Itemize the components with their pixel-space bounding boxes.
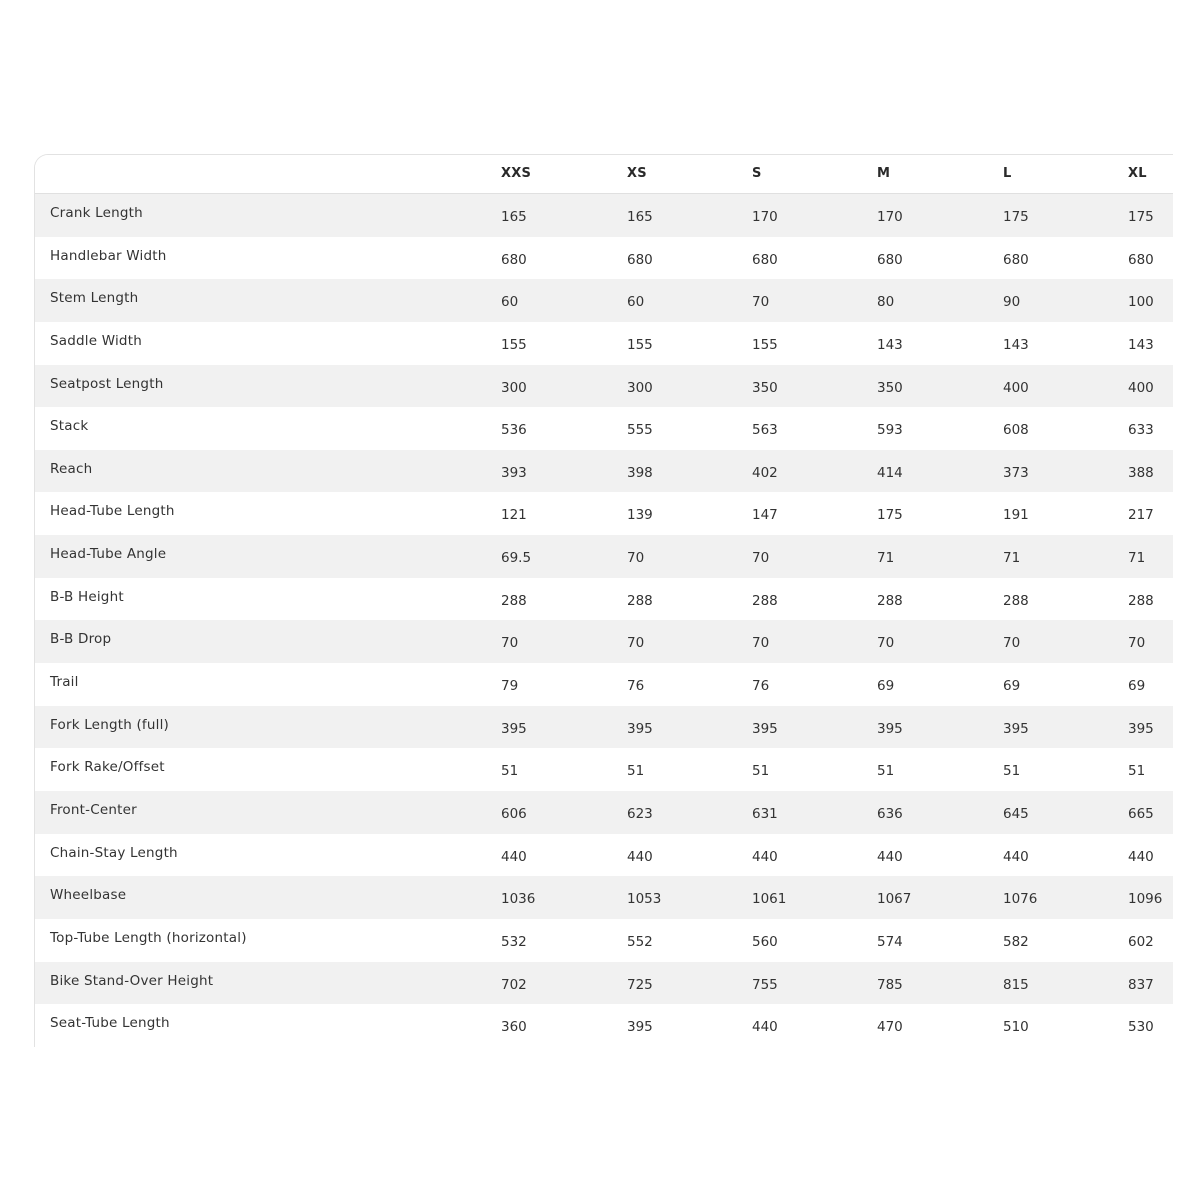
table-row	[35, 535, 1173, 578]
table-cell: 680	[1003, 251, 1029, 268]
size-header-s: S	[752, 166, 762, 181]
size-header-xs: XS	[627, 166, 647, 181]
table-cell: 70	[752, 550, 770, 567]
table-cell: 395	[1128, 720, 1154, 737]
table-cell: 602	[1128, 933, 1154, 950]
size-header-xxs: XXS	[501, 166, 532, 181]
table-cell: 217	[1128, 507, 1154, 524]
table-cell: 400	[1003, 379, 1029, 396]
table-row	[35, 407, 1173, 450]
table-cell: 440	[877, 848, 903, 865]
table-row	[35, 620, 1173, 663]
table-cell: 631	[752, 805, 778, 822]
table-cell: 288	[1128, 592, 1154, 609]
table-cell: 623	[627, 805, 653, 822]
geometry-table	[34, 154, 1173, 1047]
table-cell: 143	[1128, 336, 1154, 353]
table-cell: 165	[627, 209, 653, 225]
size-header-m: M	[877, 166, 891, 181]
table-cell: 71	[1128, 550, 1146, 567]
row-label: Bike Stand-Over Height	[50, 972, 214, 989]
table-cell: 175	[1003, 209, 1029, 225]
table-cell: 755	[752, 976, 778, 993]
table-cell: 80	[877, 294, 895, 311]
row-label: B-B Drop	[50, 631, 112, 648]
table-cell: 76	[627, 678, 645, 695]
table-cell: 1076	[1003, 891, 1038, 908]
table-cell: 393	[501, 464, 527, 481]
table-cell: 70	[501, 635, 519, 652]
table-cell: 582	[1003, 933, 1029, 950]
table-cell: 70	[627, 550, 645, 567]
table-row	[35, 322, 1173, 365]
table-cell: 170	[877, 209, 903, 225]
table-cell: 680	[501, 251, 527, 268]
table-cell: 395	[627, 720, 653, 737]
table-cell: 1061	[752, 891, 787, 908]
table-row	[35, 791, 1173, 834]
table-cell: 121	[501, 507, 527, 524]
table-cell: 400	[1128, 379, 1154, 396]
row-label: Fork Length (full)	[50, 716, 170, 733]
table-cell: 51	[1003, 763, 1021, 780]
table-cell: 69	[1003, 678, 1021, 695]
table-cell: 71	[877, 550, 895, 567]
table-row	[35, 237, 1173, 280]
table-cell: 165	[501, 209, 527, 225]
table-cell: 155	[501, 336, 527, 353]
table-body	[35, 194, 1173, 1047]
table-cell: 680	[1128, 251, 1154, 268]
table-cell: 360	[501, 1019, 527, 1036]
table-row	[35, 578, 1173, 621]
table-row	[35, 450, 1173, 493]
table-cell: 143	[1003, 336, 1029, 353]
table-cell: 606	[501, 805, 527, 822]
table-cell: 536	[501, 422, 527, 439]
table-cell: 395	[877, 720, 903, 737]
table-cell: 51	[1128, 763, 1146, 780]
row-label: Seat-Tube Length	[50, 1015, 170, 1032]
table-cell: 680	[877, 251, 903, 268]
table-row	[35, 279, 1173, 322]
table-cell: 155	[752, 336, 778, 353]
table-cell: 175	[877, 507, 903, 524]
table-cell: 1096	[1128, 891, 1163, 908]
row-label: Reach	[50, 460, 93, 477]
table-cell: 532	[501, 933, 527, 950]
table-cell: 288	[877, 592, 903, 609]
table-cell: 288	[627, 592, 653, 609]
row-label: Head-Tube Angle	[50, 546, 167, 563]
row-label: Head-Tube Length	[50, 503, 175, 520]
table-cell: 837	[1128, 976, 1154, 993]
table-cell: 69	[1128, 678, 1146, 695]
table-cell: 414	[877, 464, 903, 481]
table-cell: 563	[752, 422, 778, 439]
table-row	[35, 365, 1173, 408]
table-cell: 300	[501, 379, 527, 396]
table-cell: 395	[627, 1019, 653, 1036]
row-label: Front-Center	[50, 801, 137, 818]
table-row	[35, 1004, 1173, 1047]
table-cell: 373	[1003, 464, 1029, 481]
row-label: Top-Tube Length (horizontal)	[50, 929, 247, 946]
table-cell: 402	[752, 464, 778, 481]
size-header-row	[35, 155, 1173, 194]
table-cell: 69.5	[501, 550, 532, 567]
table-cell: 170	[752, 209, 778, 225]
table-cell: 440	[752, 1019, 778, 1036]
size-header-l: L	[1003, 166, 1012, 181]
table-cell: 288	[1003, 592, 1029, 609]
row-label: Handlebar Width	[50, 247, 167, 264]
table-cell: 395	[501, 720, 527, 737]
table-cell: 51	[752, 763, 770, 780]
table-cell: 702	[501, 976, 527, 993]
table-cell: 680	[627, 251, 653, 268]
table-cell: 139	[627, 507, 653, 524]
table-cell: 90	[1003, 294, 1021, 311]
table-cell: 574	[877, 933, 903, 950]
row-label: Seatpost Length	[50, 375, 164, 392]
table-cell: 1036	[501, 891, 536, 908]
table-cell: 69	[877, 678, 895, 695]
table-cell: 510	[1003, 1019, 1029, 1036]
table-row	[35, 962, 1173, 1005]
table-cell: 70	[627, 635, 645, 652]
table-cell: 560	[752, 933, 778, 950]
table-cell: 440	[1003, 848, 1029, 865]
table-cell: 300	[627, 379, 653, 396]
table-cell: 350	[752, 379, 778, 396]
table-row	[35, 919, 1173, 962]
table-cell: 1067	[877, 891, 912, 908]
table-cell: 175	[1128, 209, 1154, 225]
table-cell: 191	[1003, 507, 1029, 524]
table-cell: 593	[877, 422, 903, 439]
table-row	[35, 748, 1173, 791]
table-cell: 440	[501, 848, 527, 865]
table-cell: 79	[501, 678, 519, 695]
table-cell: 70	[1128, 635, 1146, 652]
table-cell: 1053	[627, 891, 662, 908]
table-cell: 608	[1003, 422, 1029, 439]
table-cell: 70	[752, 294, 770, 311]
table-cell: 552	[627, 933, 653, 950]
table-cell: 815	[1003, 976, 1029, 993]
row-label: Stem Length	[50, 290, 139, 307]
table-cell: 70	[877, 635, 895, 652]
table-cell: 470	[877, 1019, 903, 1036]
table-row	[35, 834, 1173, 877]
table-cell: 147	[752, 507, 778, 524]
table-cell: 785	[877, 976, 903, 993]
table-cell: 60	[501, 294, 519, 311]
table-cell: 633	[1128, 422, 1154, 439]
size-header-xl: XL	[1128, 166, 1147, 181]
table-cell: 288	[501, 592, 527, 609]
row-label: Chain-Stay Length	[50, 844, 178, 861]
table-cell: 440	[1128, 848, 1154, 865]
table-cell: 555	[627, 422, 653, 439]
row-label: Crank Length	[50, 205, 143, 221]
table-cell: 440	[627, 848, 653, 865]
table-cell: 440	[752, 848, 778, 865]
table-cell: 70	[1003, 635, 1021, 652]
row-label: B-B Height	[50, 588, 124, 605]
table-cell: 665	[1128, 805, 1154, 822]
row-label: Stack	[50, 418, 89, 435]
table-cell: 725	[627, 976, 653, 993]
table-cell: 70	[752, 635, 770, 652]
table-cell: 76	[752, 678, 770, 695]
table-cell: 100	[1128, 294, 1154, 311]
table-cell: 398	[627, 464, 653, 481]
row-label: Saddle Width	[50, 332, 142, 349]
table-cell: 388	[1128, 464, 1154, 481]
table-cell: 350	[877, 379, 903, 396]
table-cell: 645	[1003, 805, 1029, 822]
table-cell: 530	[1128, 1019, 1154, 1036]
row-label: Fork Rake/Offset	[50, 759, 165, 776]
table-row	[35, 194, 1173, 237]
table-cell: 71	[1003, 550, 1021, 567]
table-cell: 636	[877, 805, 903, 822]
table-cell: 51	[501, 763, 519, 780]
table-cell: 395	[752, 720, 778, 737]
table-cell: 60	[627, 294, 645, 311]
row-label: Wheelbase	[50, 887, 127, 904]
row-label: Trail	[50, 674, 79, 691]
table-row	[35, 706, 1173, 749]
table-row	[35, 876, 1173, 919]
table-cell: 155	[627, 336, 653, 353]
table-row	[35, 492, 1173, 535]
table-cell: 51	[627, 763, 645, 780]
table-cell: 143	[877, 336, 903, 353]
table-cell: 395	[1003, 720, 1029, 737]
table-row	[35, 663, 1173, 706]
table-cell: 51	[877, 763, 895, 780]
table-cell: 680	[752, 251, 778, 268]
table-cell: 288	[752, 592, 778, 609]
